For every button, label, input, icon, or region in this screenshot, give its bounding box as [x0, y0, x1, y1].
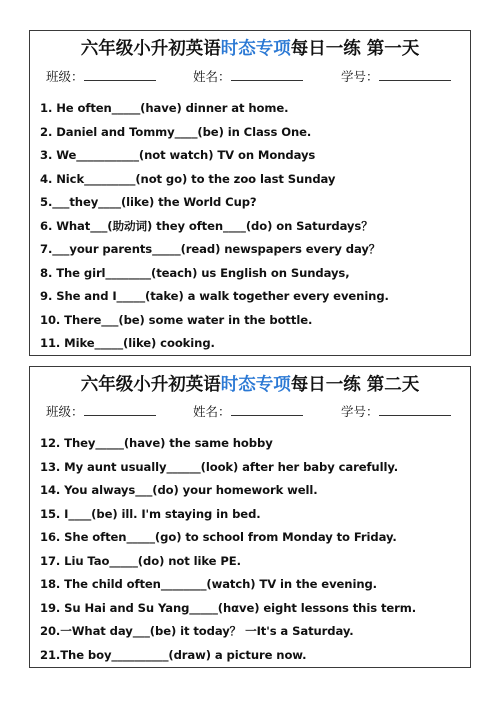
question-item: 10. There___(be) some water in the bottle. — [40, 312, 313, 327]
student-id-label: 学号： — [341, 69, 379, 84]
name-blank — [231, 68, 303, 81]
question-item: 8. The girl________(teach) us English on Sundays, — [40, 265, 350, 280]
worksheet-day-1 — [29, 30, 471, 356]
title-suffix: 每日一练 第一天 — [290, 39, 420, 59]
worksheet-title — [30, 371, 470, 396]
worksheet-day-2 — [29, 366, 471, 668]
name-field — [193, 402, 303, 420]
name-field — [193, 67, 303, 85]
student-id-blank — [379, 68, 451, 81]
question-item: 17. Liu Tao_____(do) not like PE. — [40, 553, 241, 568]
question-item: 2. Daniel and Tommy____(be) in Class One. — [40, 124, 312, 139]
student-id-label: 学号： — [341, 404, 379, 419]
student-info-row — [30, 402, 470, 424]
question-list — [40, 97, 464, 356]
student-id-field — [341, 67, 451, 85]
name-blank — [231, 403, 303, 416]
student-id-field — [341, 402, 451, 420]
question-item: 9. She and I_____(take) a walk together every evening. — [40, 289, 389, 303]
class-field — [46, 67, 156, 85]
title-prefix: 六年级小升初英语 — [80, 39, 221, 59]
question-item: 15. I____(be) ill. I'm staying in bed. — [40, 506, 261, 521]
question-item: 7.___your parents_____(read) newspapers every day？ — [40, 242, 381, 256]
title-highlight: 时态专项 — [220, 39, 291, 59]
question-item: 12. They_____(have) the same hobby — [40, 436, 273, 450]
question-item: 11. Mike_____(like) cooking. — [40, 336, 215, 350]
question-item: 1. He often_____(have) dinner at home. — [40, 101, 289, 115]
question-item: 13. My aunt usually______(look) after her baby carefully. — [40, 459, 399, 474]
question-item: 16. She often_____(go) to school from Monday to Friday. — [40, 530, 397, 544]
title-suffix: 每日一练 第二天 — [290, 375, 420, 395]
question-item: 5.___they____(like) the World Cup? — [40, 195, 257, 209]
question-item: 14. You always___(do) your homework well. — [40, 483, 318, 497]
student-id-blank — [379, 403, 451, 416]
question-item: 6. What___(助动词) they often____(do) on Saturdays？ — [40, 218, 373, 233]
question-item: 4. Nick_________(not go) to the zoo last Sunday — [40, 171, 336, 186]
class-label: 班级： — [46, 404, 84, 419]
class-blank — [84, 68, 156, 81]
worksheet-title — [30, 35, 470, 60]
question-item: 3. We___________(not watch) TV on Mondays — [40, 148, 316, 162]
student-info-row — [30, 67, 470, 89]
question-item: 20.一What day___(be) it today？ 一It's a Saturday. — [40, 624, 354, 638]
title-prefix: 六年级小升初英语 — [80, 375, 221, 395]
name-label: 姓名： — [193, 404, 231, 419]
question-item: 18. The child often________(watch) TV in the evening. — [40, 577, 377, 591]
class-label: 班级： — [46, 69, 84, 84]
title-highlight: 时态专项 — [220, 375, 291, 395]
name-label: 姓名： — [193, 69, 231, 84]
question-list — [40, 432, 464, 667]
question-item: 21.The boy__________(draw) a picture now. — [40, 647, 307, 662]
question-item: 19. Su Hai and Su Yang_____(hαve) eight lessons this term. — [40, 600, 417, 615]
class-field — [46, 402, 156, 420]
class-blank — [84, 403, 156, 416]
